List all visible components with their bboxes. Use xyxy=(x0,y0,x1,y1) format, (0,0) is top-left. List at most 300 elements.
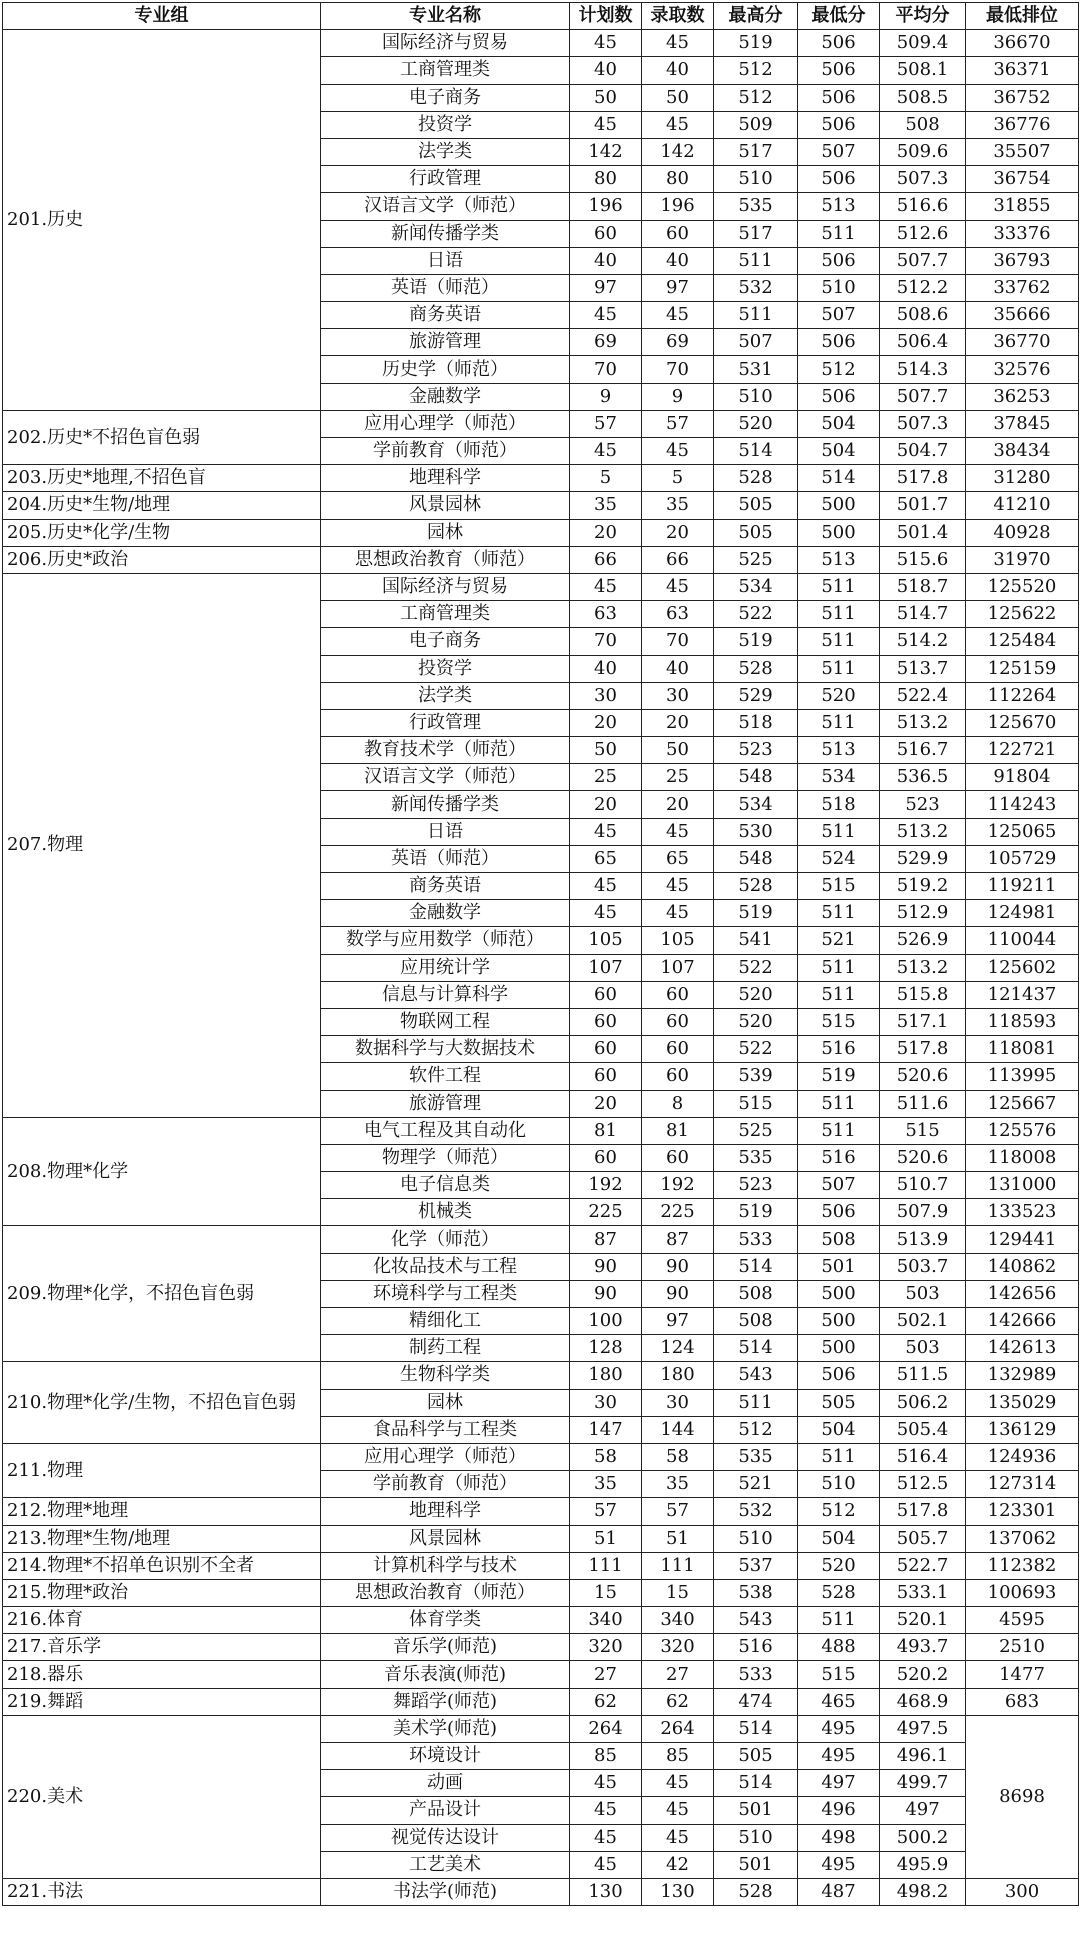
major-group-cell: 221.书法 xyxy=(3,1878,321,1905)
admitted-count-cell: 42 xyxy=(642,1851,714,1878)
major-name-cell: 英语（师范） xyxy=(321,845,570,872)
major-name-cell: 数据科学与大数据技术 xyxy=(321,1036,570,1063)
admitted-count-cell: 57 xyxy=(642,410,714,437)
max-score-cell: 533 xyxy=(714,1226,798,1253)
avg-score-cell: 529.9 xyxy=(880,845,966,872)
avg-score-cell: 533.1 xyxy=(880,1579,966,1606)
min-rank-cell: 114243 xyxy=(966,791,1079,818)
plan-count-cell: 180 xyxy=(570,1362,642,1389)
major-name-cell: 化学（师范） xyxy=(321,1226,570,1253)
min-score-cell: 496 xyxy=(798,1797,880,1824)
min-rank-cell: 110044 xyxy=(966,927,1079,954)
max-score-cell: 535 xyxy=(714,193,798,220)
avg-score-cell: 508.5 xyxy=(880,84,966,111)
max-score-cell: 538 xyxy=(714,1579,798,1606)
min-score-cell: 515 xyxy=(798,1008,880,1035)
min-score-cell: 511 xyxy=(798,628,880,655)
avg-score-cell: 523 xyxy=(880,791,966,818)
max-score-cell: 537 xyxy=(714,1552,798,1579)
major-group-cell: 209.物理*化学，不招色盲色弱 xyxy=(3,1226,321,1362)
plan-count-cell: 45 xyxy=(570,1824,642,1851)
min-rank-cell: 135029 xyxy=(966,1389,1079,1416)
avg-score-cell: 514.3 xyxy=(880,356,966,383)
min-score-cell: 511 xyxy=(798,1443,880,1470)
admission-table-wrapper xyxy=(2,2,1079,1906)
major-group-cell: 210.物理*化学/生物，不招色盲色弱 xyxy=(3,1362,321,1444)
min-score-cell: 515 xyxy=(798,1661,880,1688)
avg-score-cell: 520.6 xyxy=(880,1144,966,1171)
min-score-cell: 528 xyxy=(798,1579,880,1606)
admitted-count-cell: 45 xyxy=(642,818,714,845)
avg-score-cell: 506.4 xyxy=(880,329,966,356)
plan-count-cell: 45 xyxy=(570,873,642,900)
min-score-cell: 506 xyxy=(798,1199,880,1226)
min-score-cell: 524 xyxy=(798,845,880,872)
max-score-cell: 519 xyxy=(714,900,798,927)
major-name-cell: 风景园林 xyxy=(321,1525,570,1552)
min-score-cell: 498 xyxy=(798,1824,880,1851)
max-score-cell: 528 xyxy=(714,873,798,900)
min-score-cell: 506 xyxy=(798,383,880,410)
min-score-cell: 510 xyxy=(798,1471,880,1498)
min-score-cell: 511 xyxy=(798,954,880,981)
max-score-cell: 514 xyxy=(714,1715,798,1742)
plan-count-cell: 60 xyxy=(570,220,642,247)
max-score-cell: 511 xyxy=(714,247,798,274)
min-score-cell: 513 xyxy=(798,193,880,220)
min-rank-cell: 112382 xyxy=(966,1552,1079,1579)
major-name-cell: 地理科学 xyxy=(321,465,570,492)
plan-count-cell: 40 xyxy=(570,247,642,274)
min-rank-cell: 142613 xyxy=(966,1335,1079,1362)
admitted-count-cell: 51 xyxy=(642,1525,714,1552)
min-score-cell: 465 xyxy=(798,1688,880,1715)
plan-count-cell: 81 xyxy=(570,1117,642,1144)
major-name-cell: 投资学 xyxy=(321,111,570,138)
avg-score-cell: 507.9 xyxy=(880,1199,966,1226)
min-score-cell: 511 xyxy=(798,1117,880,1144)
plan-count-cell: 340 xyxy=(570,1607,642,1634)
table-row xyxy=(3,1634,1079,1661)
max-score-cell: 548 xyxy=(714,764,798,791)
major-name-cell: 园林 xyxy=(321,519,570,546)
max-score-cell: 522 xyxy=(714,954,798,981)
min-rank-cell: 125667 xyxy=(966,1090,1079,1117)
plan-count-cell: 85 xyxy=(570,1743,642,1770)
admitted-count-cell: 111 xyxy=(642,1552,714,1579)
plan-count-cell: 5 xyxy=(570,465,642,492)
admitted-count-cell: 124 xyxy=(642,1335,714,1362)
max-score-cell: 532 xyxy=(714,274,798,301)
major-name-cell: 金融数学 xyxy=(321,383,570,410)
max-score-cell: 512 xyxy=(714,84,798,111)
avg-score-cell: 514.7 xyxy=(880,601,966,628)
min-rank-cell: 118081 xyxy=(966,1036,1079,1063)
min-score-cell: 512 xyxy=(798,356,880,383)
min-rank-cell: 36670 xyxy=(966,30,1079,57)
plan-count-cell: 70 xyxy=(570,628,642,655)
major-name-cell: 产品设计 xyxy=(321,1797,570,1824)
major-name-cell: 投资学 xyxy=(321,655,570,682)
admitted-count-cell: 85 xyxy=(642,1743,714,1770)
max-score-cell: 539 xyxy=(714,1063,798,1090)
admitted-count-cell: 5 xyxy=(642,465,714,492)
avg-score-cell: 520.1 xyxy=(880,1607,966,1634)
admitted-count-cell: 40 xyxy=(642,655,714,682)
admitted-count-cell: 97 xyxy=(642,1308,714,1335)
plan-count-cell: 27 xyxy=(570,1661,642,1688)
major-name-cell: 视觉传达设计 xyxy=(321,1824,570,1851)
header-row xyxy=(3,3,1079,30)
major-name-cell: 音乐学(师范) xyxy=(321,1634,570,1661)
min-score-cell: 513 xyxy=(798,546,880,573)
min-score-cell: 511 xyxy=(798,601,880,628)
min-rank-cell: 91804 xyxy=(966,764,1079,791)
admitted-count-cell: 192 xyxy=(642,1172,714,1199)
min-score-cell: 506 xyxy=(798,166,880,193)
avg-score-cell: 503 xyxy=(880,1335,966,1362)
max-score-cell: 523 xyxy=(714,1172,798,1199)
plan-count-cell: 130 xyxy=(570,1878,642,1905)
avg-score-cell: 520.6 xyxy=(880,1063,966,1090)
min-rank-cell: 123301 xyxy=(966,1498,1079,1525)
plan-count-cell: 45 xyxy=(570,111,642,138)
major-name-cell: 制药工程 xyxy=(321,1335,570,1362)
major-name-cell: 工商管理类 xyxy=(321,57,570,84)
major-name-cell: 书法学(师范) xyxy=(321,1878,570,1905)
table-row xyxy=(3,30,1079,57)
admitted-count-cell: 58 xyxy=(642,1443,714,1470)
avg-score-cell: 536.5 xyxy=(880,764,966,791)
major-group-cell: 211.物理 xyxy=(3,1443,321,1497)
max-score-cell: 525 xyxy=(714,546,798,573)
major-name-cell: 动画 xyxy=(321,1770,570,1797)
admitted-count-cell: 320 xyxy=(642,1634,714,1661)
min-score-cell: 504 xyxy=(798,1525,880,1552)
admitted-count-cell: 20 xyxy=(642,519,714,546)
min-rank-cell: 36752 xyxy=(966,84,1079,111)
max-score-cell: 519 xyxy=(714,1199,798,1226)
plan-count-cell: 264 xyxy=(570,1715,642,1742)
avg-score-cell: 501.4 xyxy=(880,519,966,546)
plan-count-cell: 45 xyxy=(570,1851,642,1878)
admitted-count-cell: 65 xyxy=(642,845,714,872)
avg-score-cell: 500.2 xyxy=(880,1824,966,1851)
min-score-cell: 511 xyxy=(798,220,880,247)
admitted-count-cell: 45 xyxy=(642,1824,714,1851)
major-group-cell: 220.美术 xyxy=(3,1715,321,1878)
min-rank-cell: 36371 xyxy=(966,57,1079,84)
min-score-cell: 511 xyxy=(798,900,880,927)
admitted-count-cell: 60 xyxy=(642,220,714,247)
admitted-count-cell: 40 xyxy=(642,57,714,84)
major-name-cell: 法学类 xyxy=(321,138,570,165)
plan-count-cell: 45 xyxy=(570,818,642,845)
min-rank-cell: 33762 xyxy=(966,274,1079,301)
min-rank-cell: 33376 xyxy=(966,220,1079,247)
plan-count-cell: 57 xyxy=(570,410,642,437)
avg-score-cell: 507.3 xyxy=(880,166,966,193)
avg-score-cell: 503 xyxy=(880,1280,966,1307)
min-rank-cell: 113995 xyxy=(966,1063,1079,1090)
min-score-cell: 506 xyxy=(798,247,880,274)
min-rank-cell: 112264 xyxy=(966,682,1079,709)
plan-count-cell: 196 xyxy=(570,193,642,220)
table-row xyxy=(3,1878,1079,1905)
major-name-cell: 思想政治教育（师范） xyxy=(321,546,570,573)
min-score-cell: 511 xyxy=(798,709,880,736)
min-score-cell: 506 xyxy=(798,329,880,356)
min-rank-cell: 136129 xyxy=(966,1416,1079,1443)
max-score-cell: 525 xyxy=(714,1117,798,1144)
admitted-count-cell: 87 xyxy=(642,1226,714,1253)
plan-count-cell: 66 xyxy=(570,546,642,573)
max-score-cell: 508 xyxy=(714,1280,798,1307)
plan-count-cell: 58 xyxy=(570,1443,642,1470)
avg-score-cell: 503.7 xyxy=(880,1253,966,1280)
major-name-cell: 电气工程及其自动化 xyxy=(321,1117,570,1144)
major-name-cell: 国际经济与贸易 xyxy=(321,30,570,57)
max-score-cell: 519 xyxy=(714,628,798,655)
plan-count-cell: 20 xyxy=(570,1090,642,1117)
min-rank-cell: 127314 xyxy=(966,1471,1079,1498)
table-row xyxy=(3,573,1079,600)
plan-count-cell: 60 xyxy=(570,981,642,1008)
plan-count-cell: 45 xyxy=(570,30,642,57)
admitted-count-cell: 60 xyxy=(642,1036,714,1063)
table-row xyxy=(3,1579,1079,1606)
avg-score-cell: 508.1 xyxy=(880,57,966,84)
avg-score-cell: 517.8 xyxy=(880,1036,966,1063)
max-score-cell: 510 xyxy=(714,1525,798,1552)
plan-count-cell: 100 xyxy=(570,1308,642,1335)
min-score-cell: 488 xyxy=(798,1634,880,1661)
admitted-count-cell: 60 xyxy=(642,1144,714,1171)
major-name-cell: 物联网工程 xyxy=(321,1008,570,1035)
min-rank-cell: 36776 xyxy=(966,111,1079,138)
max-score-cell: 520 xyxy=(714,1008,798,1035)
avg-score-cell: 520.2 xyxy=(880,1661,966,1688)
table-row xyxy=(3,1117,1079,1144)
max-score-cell: 514 xyxy=(714,1770,798,1797)
admitted-count-cell: 80 xyxy=(642,166,714,193)
min-score-cell: 515 xyxy=(798,873,880,900)
plan-count-cell: 107 xyxy=(570,954,642,981)
max-score-cell: 541 xyxy=(714,927,798,954)
major-name-cell: 环境科学与工程类 xyxy=(321,1280,570,1307)
max-score-cell: 535 xyxy=(714,1144,798,1171)
plan-count-cell: 45 xyxy=(570,900,642,927)
max-score-cell: 543 xyxy=(714,1362,798,1389)
min-score-cell: 507 xyxy=(798,302,880,329)
admitted-count-cell: 180 xyxy=(642,1362,714,1389)
avg-score-cell: 515.8 xyxy=(880,981,966,1008)
plan-count-cell: 45 xyxy=(570,1770,642,1797)
min-rank-cell: 125576 xyxy=(966,1117,1079,1144)
admitted-count-cell: 97 xyxy=(642,274,714,301)
min-rank-cell: 118008 xyxy=(966,1144,1079,1171)
plan-count-cell: 320 xyxy=(570,1634,642,1661)
min-score-cell: 511 xyxy=(798,981,880,1008)
max-score-cell: 532 xyxy=(714,1498,798,1525)
max-score-cell: 534 xyxy=(714,573,798,600)
major-group-cell: 202.历史*不招色盲色弱 xyxy=(3,410,321,464)
major-name-cell: 新闻传播学类 xyxy=(321,791,570,818)
major-name-cell: 应用心理学（师范） xyxy=(321,410,570,437)
plan-count-cell: 40 xyxy=(570,57,642,84)
plan-count-cell: 50 xyxy=(570,84,642,111)
plan-count-cell: 35 xyxy=(570,492,642,519)
min-rank-cell: 37845 xyxy=(966,410,1079,437)
avg-score-cell: 510.7 xyxy=(880,1172,966,1199)
major-name-cell: 信息与计算科学 xyxy=(321,981,570,1008)
plan-count-cell: 63 xyxy=(570,601,642,628)
major-name-cell: 教育技术学（师范） xyxy=(321,737,570,764)
plan-count-cell: 40 xyxy=(570,655,642,682)
min-rank-cell: 32576 xyxy=(966,356,1079,383)
avg-score-cell: 526.9 xyxy=(880,927,966,954)
avg-score-cell: 502.1 xyxy=(880,1308,966,1335)
avg-score-cell: 513.9 xyxy=(880,1226,966,1253)
min-score-cell: 511 xyxy=(798,573,880,600)
major-name-cell: 商务英语 xyxy=(321,302,570,329)
admitted-count-cell: 45 xyxy=(642,573,714,600)
avg-score-cell: 507.7 xyxy=(880,383,966,410)
plan-count-cell: 35 xyxy=(570,1471,642,1498)
max-score-cell: 512 xyxy=(714,57,798,84)
min-score-cell: 516 xyxy=(798,1036,880,1063)
admitted-count-cell: 45 xyxy=(642,900,714,927)
major-name-cell: 电子商务 xyxy=(321,628,570,655)
max-score-cell: 515 xyxy=(714,1090,798,1117)
table-row xyxy=(3,1552,1079,1579)
table-row xyxy=(3,1498,1079,1525)
admitted-count-cell: 45 xyxy=(642,1770,714,1797)
major-name-cell: 舞蹈学(师范) xyxy=(321,1688,570,1715)
admitted-count-cell: 45 xyxy=(642,30,714,57)
avg-score-cell: 516.7 xyxy=(880,737,966,764)
max-score-cell: 528 xyxy=(714,1878,798,1905)
min-score-cell: 514 xyxy=(798,465,880,492)
major-name-cell: 金融数学 xyxy=(321,900,570,927)
min-score-cell: 501 xyxy=(798,1253,880,1280)
max-score-cell: 507 xyxy=(714,329,798,356)
admitted-count-cell: 70 xyxy=(642,628,714,655)
major-name-cell: 体育学类 xyxy=(321,1607,570,1634)
plan-count-cell: 45 xyxy=(570,438,642,465)
min-rank-cell: 125484 xyxy=(966,628,1079,655)
min-rank-cell: 31280 xyxy=(966,465,1079,492)
header-admitted-count: 录取数 xyxy=(642,3,714,30)
min-score-cell: 500 xyxy=(798,1335,880,1362)
major-name-cell: 旅游管理 xyxy=(321,1090,570,1117)
avg-score-cell: 497.5 xyxy=(880,1715,966,1742)
min-score-cell: 504 xyxy=(798,1416,880,1443)
plan-count-cell: 45 xyxy=(570,573,642,600)
admitted-count-cell: 70 xyxy=(642,356,714,383)
major-name-cell: 法学类 xyxy=(321,682,570,709)
max-score-cell: 509 xyxy=(714,111,798,138)
min-rank-cell: 118593 xyxy=(966,1008,1079,1035)
major-name-cell: 地理科学 xyxy=(321,1498,570,1525)
min-rank-cell: 121437 xyxy=(966,981,1079,1008)
max-score-cell: 505 xyxy=(714,519,798,546)
min-score-cell: 507 xyxy=(798,1172,880,1199)
avg-score-cell: 512.2 xyxy=(880,274,966,301)
major-name-cell: 物理学（师范） xyxy=(321,1144,570,1171)
plan-count-cell: 30 xyxy=(570,1389,642,1416)
table-body xyxy=(3,30,1079,1906)
avg-score-cell: 499.7 xyxy=(880,1770,966,1797)
min-score-cell: 511 xyxy=(798,1607,880,1634)
max-score-cell: 511 xyxy=(714,302,798,329)
plan-count-cell: 97 xyxy=(570,274,642,301)
header-min-score: 最低分 xyxy=(798,3,880,30)
avg-score-cell: 512.5 xyxy=(880,1471,966,1498)
max-score-cell: 531 xyxy=(714,356,798,383)
min-score-cell: 495 xyxy=(798,1715,880,1742)
admitted-count-cell: 60 xyxy=(642,1008,714,1035)
admitted-count-cell: 66 xyxy=(642,546,714,573)
avg-score-cell: 522.7 xyxy=(880,1552,966,1579)
min-score-cell: 513 xyxy=(798,737,880,764)
major-name-cell: 新闻传播学类 xyxy=(321,220,570,247)
max-score-cell: 518 xyxy=(714,709,798,736)
min-score-cell: 506 xyxy=(798,1362,880,1389)
major-name-cell: 数学与应用数学（师范） xyxy=(321,927,570,954)
max-score-cell: 514 xyxy=(714,438,798,465)
major-name-cell: 工商管理类 xyxy=(321,601,570,628)
plan-count-cell: 51 xyxy=(570,1525,642,1552)
major-name-cell: 行政管理 xyxy=(321,166,570,193)
major-name-cell: 工艺美术 xyxy=(321,1851,570,1878)
min-rank-cell: 683 xyxy=(966,1688,1079,1715)
avg-score-cell: 516.6 xyxy=(880,193,966,220)
admitted-count-cell: 60 xyxy=(642,1063,714,1090)
max-score-cell: 528 xyxy=(714,655,798,682)
max-score-cell: 535 xyxy=(714,1443,798,1470)
major-group-cell: 214.物理*不招单色识别不全者 xyxy=(3,1552,321,1579)
plan-count-cell: 45 xyxy=(570,302,642,329)
table-row xyxy=(3,1362,1079,1389)
admitted-count-cell: 45 xyxy=(642,873,714,900)
min-score-cell: 534 xyxy=(798,764,880,791)
major-name-cell: 园林 xyxy=(321,1389,570,1416)
header-min-rank: 最低排位 xyxy=(966,3,1079,30)
major-name-cell: 电子信息类 xyxy=(321,1172,570,1199)
major-group-cell: 213.物理*生物/地理 xyxy=(3,1525,321,1552)
major-name-cell: 学前教育（师范） xyxy=(321,1471,570,1498)
plan-count-cell: 30 xyxy=(570,682,642,709)
min-score-cell: 520 xyxy=(798,1552,880,1579)
min-score-cell: 518 xyxy=(798,791,880,818)
min-rank-cell: 2510 xyxy=(966,1634,1079,1661)
plan-count-cell: 90 xyxy=(570,1280,642,1307)
major-group-cell: 218.器乐 xyxy=(3,1661,321,1688)
max-score-cell: 501 xyxy=(714,1851,798,1878)
min-rank-cell: 40928 xyxy=(966,519,1079,546)
min-score-cell: 497 xyxy=(798,1770,880,1797)
min-score-cell: 495 xyxy=(798,1851,880,1878)
major-name-cell: 食品科学与工程类 xyxy=(321,1416,570,1443)
major-name-cell: 计算机科学与技术 xyxy=(321,1552,570,1579)
min-rank-cell: 105729 xyxy=(966,845,1079,872)
major-name-cell: 日语 xyxy=(321,247,570,274)
table-row xyxy=(3,1715,1079,1742)
plan-count-cell: 225 xyxy=(570,1199,642,1226)
major-group-cell: 208.物理*化学 xyxy=(3,1117,321,1226)
max-score-cell: 522 xyxy=(714,1036,798,1063)
